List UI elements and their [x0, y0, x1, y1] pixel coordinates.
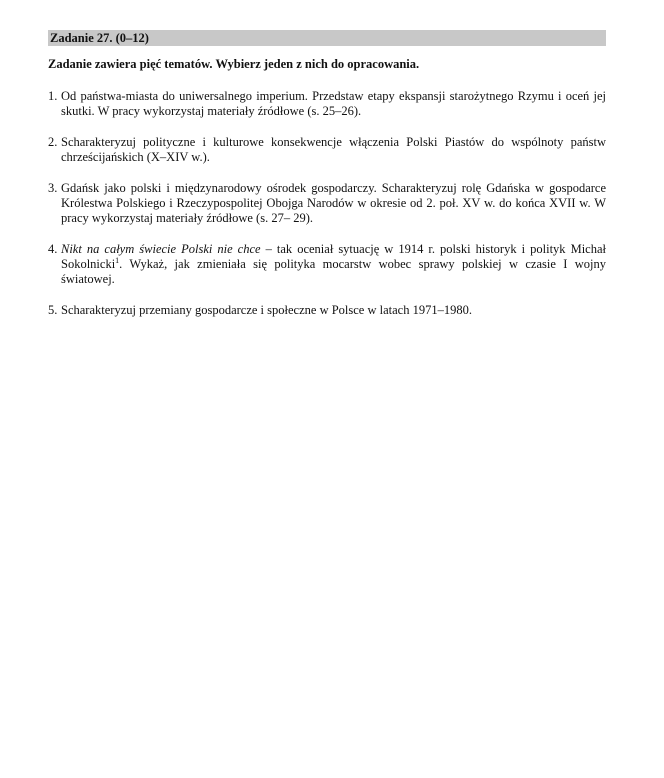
topic-number: 4.: [48, 242, 58, 256]
topic-number: 5.: [48, 303, 58, 317]
task-title: Zadanie 27. (0–12): [50, 31, 149, 45]
topic-item-1: [48, 89, 606, 119]
topic-number: 3.: [48, 181, 58, 195]
topic-number: 2.: [48, 135, 58, 149]
topic-quote: Nikt na całym świecie Polski nie chce: [61, 242, 261, 256]
topic-number: 1.: [48, 89, 58, 103]
task-header: [48, 30, 606, 46]
topic-text: Gdańsk jako polski i międzynarodowy ośrodek gospodarczy. Scharakteryzuj rolę Gdańska w gospodarce Królestwa Polskiego i Rzeczypospolitej Obojga Narodów w okresie od 2. poł. XV w. do końca XVII w. W pracy wykorzystaj materiały źródłowe (s. 27– 29).: [61, 181, 606, 225]
topic-item-4: [48, 242, 606, 287]
topic-text-part: . Wykaż, jak zmieniała się polityka mocarstw wobec sprawy polskiej w czasie I wojny światowej.: [61, 257, 606, 286]
topic-text: Scharakteryzuj przemiany gospodarcze i społeczne w Polsce w latach 1971–1980.: [61, 303, 472, 317]
topic-text: [61, 242, 606, 287]
topic-list: [48, 89, 606, 318]
topic-text: Od państwa-miasta do uniwersalnego imperium. Przedstaw etapy ekspansji starożytnego Rzymu i oceń jej skutki. W pracy wykorzystaj materiały źródłowe (s. 25–26).: [61, 89, 606, 118]
task-instruction: Zadanie zawiera pięć tematów. Wybierz jeden z nich do opracowania.: [48, 57, 420, 71]
topic-item-5: [48, 303, 606, 318]
topic-item-2: [48, 135, 606, 165]
topic-item-3: [48, 181, 606, 226]
footnote-marker: 1: [115, 255, 120, 265]
topic-text: Scharakteryzuj polityczne i kulturowe konsekwencje włączenia Polski Piastów do wspólnoty państw chrześcijańskich (X–XIV w.).: [61, 135, 606, 164]
topic-text-part: – tak oceniał sytuację w 1914 r. polski historyk i polityk Michał Sokolnicki: [61, 242, 606, 271]
exam-page: [48, 30, 606, 334]
